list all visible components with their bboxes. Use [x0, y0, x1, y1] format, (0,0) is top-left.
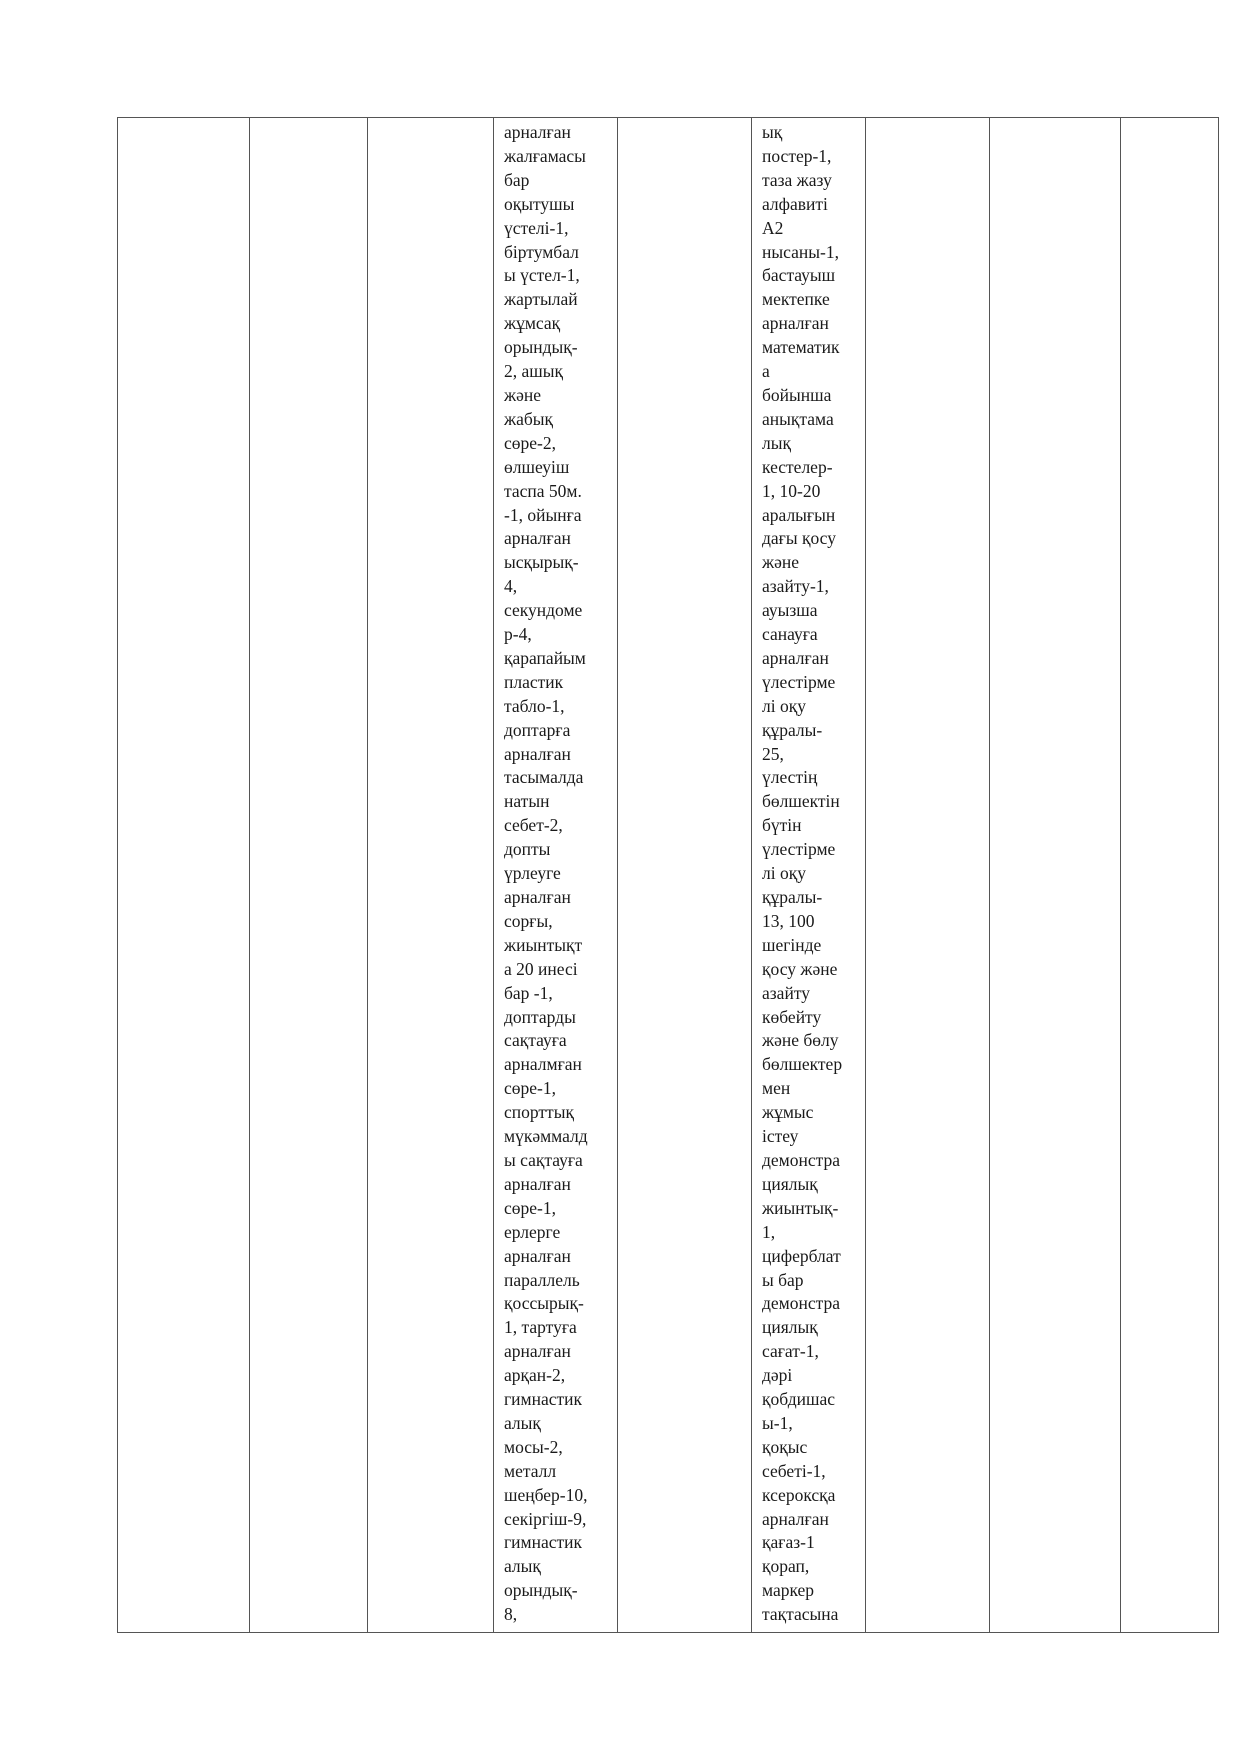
table-cell-equipment-list [494, 118, 618, 1633]
cell-text [118, 118, 249, 121]
cell-text [866, 118, 989, 121]
cell-text [990, 118, 1120, 121]
table-cell-col-8 [990, 118, 1121, 1633]
cell-text [250, 118, 367, 121]
cell-text [618, 118, 751, 121]
table-cell-col-3 [368, 118, 494, 1633]
cell-text [368, 118, 493, 121]
table-cell-col-5 [618, 118, 752, 1633]
table-cell-col-2 [250, 118, 368, 1633]
table-cell-materials-list [752, 118, 866, 1633]
table-cell-col-1 [118, 118, 250, 1633]
equipment-list-text: арналған жалғамасы бар оқытушы үстелі-1, біртумбал ы үстел-1, жартылай жұмсақ орындық- 2, ашық және жабық сөре-2, өлшеуіш таспа 50м. -1, ойынға арналған ысқырық- 4, секундоме р-4, қарапайым пластик табло-1, доптарға арналған тасымалда натын себет-2, допты үрлеуге арналған сорғы, жиынтықт а 20 инесі бар -1, доптарды сақтауға арналмған сөре-1, спорттық мүкәммалд ы сақтауға арналған сөре-1, ерлерге арналған параллель қоссырық- 1, тартуға арналған арқан-2, гимнастик алық мосы-2, металл шеңбер-10, секіргіш-9, гимнастик алық орындық- 8, [504, 122, 588, 1625]
document-table [117, 117, 1219, 1633]
cell-text [1121, 118, 1218, 121]
table-cell-col-9 [1121, 118, 1219, 1633]
materials-list-text: ық постер-1, таза жазу алфавиті А2 нысаны-1, бастауыш мектепке арналған математик а бойынша анықтама лық кестелер- 1, 10-20 аралығын дағы қосу және азайту-1, ауызша санауға арналған үлестірме лі оқу құралы- 25, үлестің бөлшектін бүтін үлестірме лі оқу құралы- 13, 100 шегінде қосу және азайту көбейту және бөлу бөлшектер мен жұмыс істеу демонстра циялық жиынтық- 1, циферблат ы бар демонстра циялық сағат-1, дәрі қобдишас ы-1, қоқыс себеті-1, ксероксқа арналған қағаз-1 қорап, маркер тақтасына [762, 122, 843, 1625]
table-row [118, 118, 1219, 1633]
table-cell-col-7 [866, 118, 990, 1633]
